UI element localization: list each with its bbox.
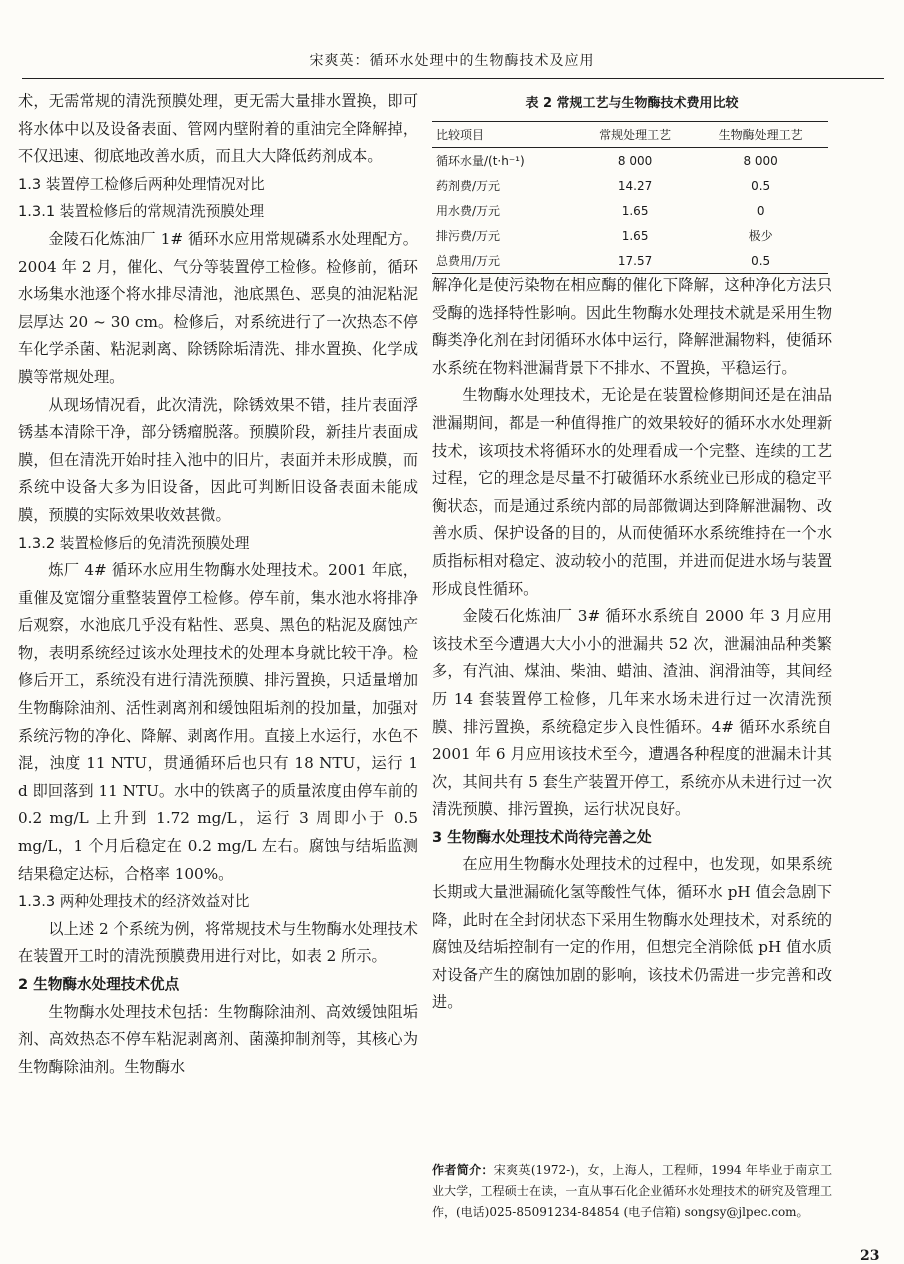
page-number: 23 [860, 1248, 880, 1264]
table-header: 比较项目 [432, 122, 577, 148]
left-column [18, 88, 418, 1081]
paragraph: 炼厂 4# 循环水应用生物酶水处理技术。2001 年底，重催及宽馏分重整装置停工检修。停车前，集水池水将排净后观察，水池底几乎没有粘性、恶臭、黑色的粘泥及腐蚀产物，表明系统经过该水处理技术的处理本身就比较干净。检修后开工，系统没有进行清洗预膜、排污置换，只适量增加生物酶除油剂、活性剥离剂和缓蚀阻垢剂的投加量，加强对系统污物的净化、降解、剥离作用。直接上水运行，水色不混，浊度 11 NTU，贯通循环后也只有 18 NTU，运行 1 d 即回落到 11 NTU。水中的铁离子的质量浓度由停车前的 0.2 mg/L 上升到 1.72 mg/L，运行 3 周即小于 0.5 mg/L，1 个月后稳定在 0.2 mg/L 左右。腐蚀与结垢监测结果稳定达标，合格率 100%。 [18, 561, 418, 883]
table-cell: 0 [756, 203, 765, 218]
table-row [432, 248, 828, 274]
section-heading-2: 2 生物酶水处理技术优点 [18, 976, 180, 993]
table-2 [432, 92, 832, 274]
paragraph: 术，无需常规的清洗预膜处理，更无需大量排水置换，即可将水体中以及设备表面、管网内壁附着的重油完全降解掉，不仅迅速、彻底地改善水质，而且大大降低药剂成本。 [18, 92, 418, 166]
table-cell: 0.5 [751, 178, 771, 193]
right-column [432, 272, 832, 1017]
table-cell: 8 000 [617, 153, 653, 168]
table-cell: 循环水量/(t·h⁻¹) [436, 154, 525, 168]
table-header-row [432, 122, 828, 148]
table-cell: 1.65 [621, 228, 649, 243]
table-cell: 14.27 [617, 178, 653, 193]
table-row [432, 223, 828, 248]
table-row [432, 173, 828, 198]
table-title: 表 2 常规工艺与生物酶技术费用比较 [525, 96, 739, 111]
cost-comparison-table [432, 121, 828, 274]
header-rule [22, 78, 884, 79]
author-bio-text: 宋爽英(1972-)，女，上海人，工程师，1994 年毕业于南京工业大学，工程硕士在读，一直从事石化企业循环水处理技术的研究及管理工作，(电话)025-85091234-84854 (电子信箱) songsy@jlpec.com。 [432, 1163, 832, 1219]
table-cell: 极少 [748, 229, 773, 243]
paragraph: 在应用生物酶水处理技术的过程中，也发现，如果系统长期或大量泄漏硫化氢等酸性气体，循环水 pH 值会急剧下降，此时在全封闭状态下采用生物酶水处理技术，对系统的腐蚀及结垢控制有一定的作用，但想完全消除低 pH 值水质对设备产生的腐蚀加剧的影响，该技术仍需进一步完善和改进。 [432, 855, 832, 1012]
table-cell: 药剂费/万元 [436, 179, 501, 193]
section-heading-1-3-3: 1.3.3 两种处理技术的经济效益对比 [18, 893, 250, 911]
table-cell: 17.57 [577, 248, 693, 274]
table-cell: 0.5 [693, 248, 828, 274]
paragraph: 生物酶水处理技术，无论是在装置检修期间还是在油品泄漏期间，都是一种值得推广的效果较好的循环水水处理新技术，该项技术将循环水的处理看成一个完整、连续的工艺过程，它的理念是尽量不打破循环水系统业已形成的稳定平衡状态，而是通过系统内部的局部微调达到降解泄漏物、改善水质、保护设备的目的，从而使循环水系统维持在一个水质指标相对稳定、波动较小的范围，并进而促进水场与装置形成良性循环。 [432, 386, 832, 598]
table-header: 生物酶处理工艺 [693, 122, 828, 148]
paragraph: 金陵石化炼油厂 1# 循环水应用常规磷系水处理配方。2004 年 2 月，催化、气分等装置停工检修。检修前，循环水场集水池逐个将水排尽清池，池底黑色、恶臭的油泥粘泥层厚达 20 ~ 30 cm。检修后，对系统进行了一次热态不停车化学杀菌、粘泥剥离、除锈除垢清洗、排水置换、化学成膜等常规处理。 [18, 229, 418, 386]
paragraph: 金陵石化炼油厂 3# 循环水系统自 2000 年 3 月应用该技术至今遭遇大大小小的泄漏共 52 次，泄漏油品种类繁多，有汽油、煤油、柴油、蜡油、渣油、润滑油等，其间经历 14 套装置停工检修，几年来水场未进行过一次清洗预膜、排污置换，系统稳定步入良性循环。4# 循环水系统自 2001 年 6 月应用该技术至今，遭遇各种程度的泄漏未计其次，其间共有 5 套生产装置开停工，系统亦从未进行过一次清洗预膜、排污置换，运行状况良好。 [432, 607, 832, 819]
author-bio [432, 1160, 832, 1223]
table-cell: 用水费/万元 [436, 204, 501, 218]
section-heading-1-3-2: 1.3.2 装置检修后的免清洗预膜处理 [18, 534, 250, 552]
author-bio-label: 作者简介： [432, 1163, 494, 1177]
paragraph: 解净化是使污染物在相应酶的催化下降解，这种净化方法只受酶的选择特性影响。因此生物酶水处理技术就是采用生物酶类净化剂在封闭循环水体中运行，降解泄漏物料，使循环水系统在物料泄漏背景下不排水、不置换，平稳运行。 [432, 276, 832, 377]
table-row [432, 148, 828, 174]
paragraph: 以上述 2 个系统为例，将常规技术与生物酶水处理技术在装置开工时的清洗预膜费用进行对比，如表 2 所示。 [18, 919, 418, 966]
running-title: 宋爽英：循环水处理中的生物酶技术及应用 [309, 53, 595, 69]
table-cell: 8 000 [743, 153, 778, 168]
table-row [432, 198, 828, 223]
table-header: 常规处理工艺 [577, 122, 693, 148]
table-cell: 总费用/万元 [432, 248, 577, 274]
section-heading-1-3: 1.3 装置停工检修后两种处理情况对比 [18, 175, 265, 193]
table-cell: 排污费/万元 [436, 229, 501, 243]
table-cell: 1.65 [621, 203, 649, 218]
section-heading-3: 3 生物酶水处理技术尚待完善之处 [432, 828, 652, 846]
paragraph: 从现场情况看，此次清洗，除锈效果不错，挂片表面浮锈基本清除干净，部分锈瘤脱落。预膜阶段，新挂片表面成膜，但在清洗开始时挂入池中的旧片，表面并未形成膜，而系统中设备大多为旧设备，因此可判断旧设备表面未能成膜，预膜的实际效果收效甚微。 [18, 395, 418, 524]
section-heading-1-3-1: 1.3.1 装置检修后的常规清洗预膜处理 [18, 203, 265, 221]
paragraph: 生物酶水处理技术包括：生物酶除油剂、高效缓蚀阻垢剂、高效热态不停车粘泥剥离剂、菌藻抑制剂等，其核心为生物酶除油剂。生物酶水 [18, 1002, 418, 1076]
